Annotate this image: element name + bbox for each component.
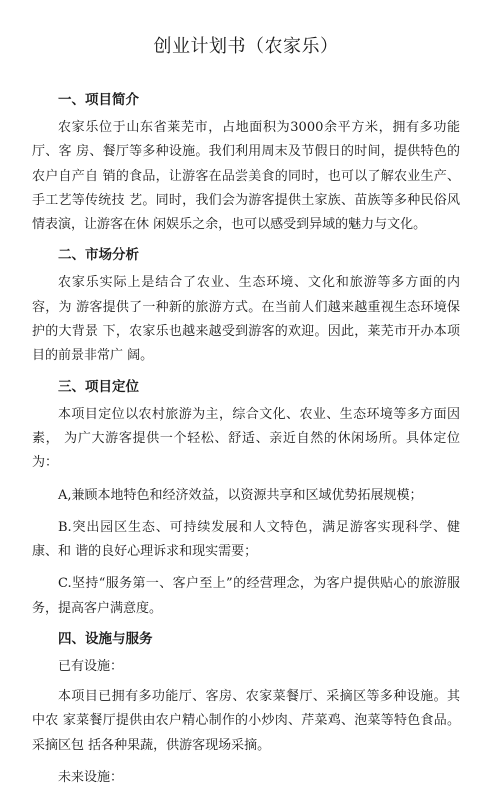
intro-paragraph: 农家乐位于山东省莱芜市，占地面积为3000余平方米，拥有多功能厅、客 房、餐厅等多种设施。我们利用周末及节假日的时间，提供特色的农户自产自 销的食品，让游客在品尝美食的同时，也可以了解农业生产、手工艺等传统技 艺。同时，我们会为游客提供土家族、苗族等多种民俗风情表演，让游客在休 闲娱乐之余，也可以感受到异域的魅力与文化。 [32,120,460,233]
market-paragraph: 农家乐实际上是结合了农业、生态环境、文化和旅游等多方面的内容，为 游客提供了一种新的旅游方式。在当前人们越来越重视生态环境保护的大背景 下，农家乐也越来越受到游客的欢迎。因此，莱芜市开办本项目的前景非常广 阔。 [32,275,460,364]
section-heading-positioning: 三、项目定位 [58,378,139,395]
section-heading-intro: 一、项目简介 [58,92,139,108]
positioning-item-a: A,兼顾本地特色和经济效益，以资源共享和区域优势拓展规模； [58,487,423,503]
section-heading-market: 二、市场分析 [58,247,139,264]
future-facilities-label: 未来设施： [58,769,124,785]
positioning-item-c: C.坚持“服务第一、客户至上”的经营理念，为客户提供贴心的旅游服务，提高客户满意度。 [32,576,460,616]
existing-facilities-paragraph: 本项目已拥有多功能厅、客房、农家菜餐厅、采摘区等多种设施。其中农 家菜餐厅提供由农户精心制作的小炒肉、芹菜鸡、泡菜等特色食品。采摘区包 括各种果蔬，供游客现场采摘。 [32,689,460,753]
positioning-paragraph: 本项目定位以农村旅游为主，综合文化、农业、生态环境等多方面因素， 为广大游客提供一个轻松、舒适、亲近自然的休闲场所。具体定位为： [32,406,460,471]
section-heading-facilities: 四、设施与服务 [58,631,153,648]
existing-facilities-label: 已有设施： [58,659,124,675]
positioning-item-b: B.突出园区生态、可持续发展和人文特色，满足游客实现科学、健康、和 谐的良好心理诉求和现实需要； [32,519,460,560]
page-title: 创业计划书（农家乐） [153,36,339,57]
